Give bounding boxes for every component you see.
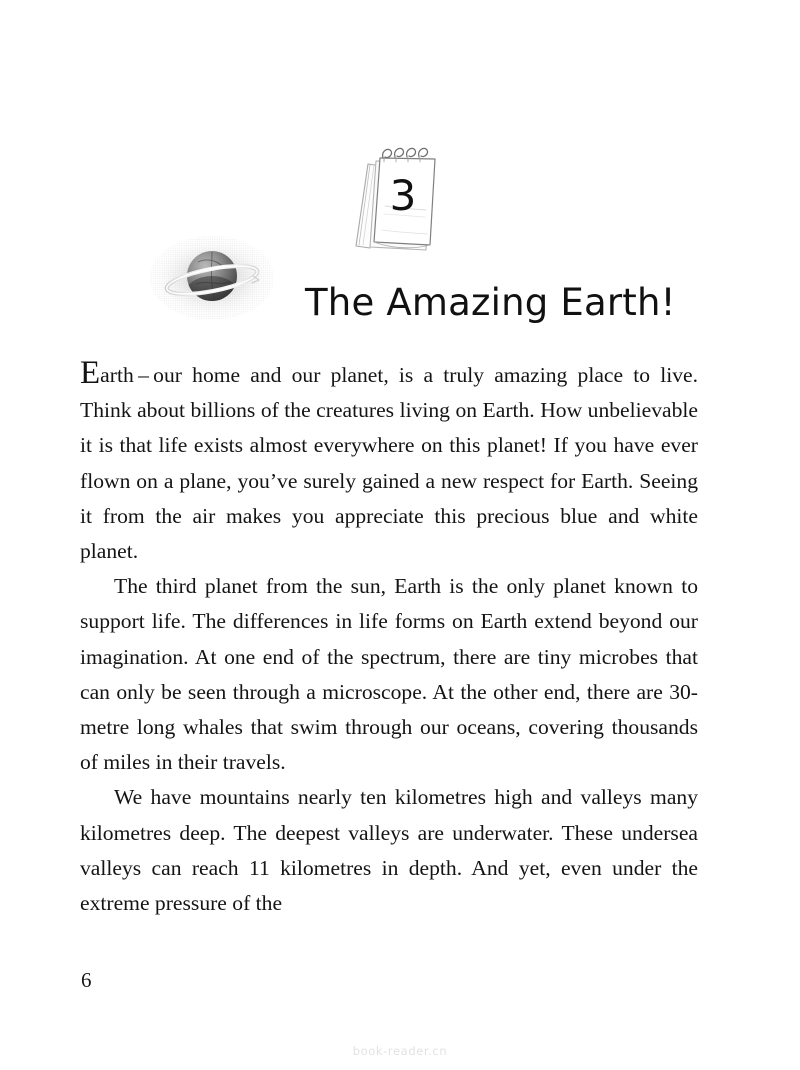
paragraph-2-text: The third planet from the sun, Earth is the only planet known to support life. The differences in life forms on Earth extend beyond our imagination. At one end of the spectrum, there are tiny microbes that can only be seen through a microscope. At the other end, there are 30-metre long whales that swim through our oceans, covering thousands of miles in their travels.	[80, 574, 698, 775]
chapter-number-text: 3	[389, 171, 417, 220]
paragraph-3-text: We have mountains nearly ten kilometres high and valleys many kilometres deep. The deepest valleys are underwater. These undersea valleys can reach 11 kilometres in depth. And yet, even under the extreme pressure of the	[80, 785, 698, 916]
ringed-planet-icon	[146, 232, 296, 324]
watermark: book-reader.cn	[352, 1044, 448, 1058]
flip-calendar-icon	[340, 142, 460, 257]
page-number: 6	[81, 968, 92, 992]
paragraph-3	[80, 780, 698, 921]
paragraph-2	[80, 569, 698, 780]
paragraph-1-text: arth – our home and our planet, is a truly amazing place to live. Think about billions of the creatures living on Earth. How unbelievable it is that life exists almost everywhere on this planet! If you have ever flown on a plane, you’ve surely gained a new respect for Earth. Seeing it from the air makes you appreciate this precious blue and white planet.	[80, 363, 698, 564]
paragraph-1	[80, 355, 698, 569]
chapter-title: The Amazing Earth!	[305, 280, 676, 324]
body-text	[80, 355, 698, 921]
initial-cap: E	[80, 355, 101, 391]
